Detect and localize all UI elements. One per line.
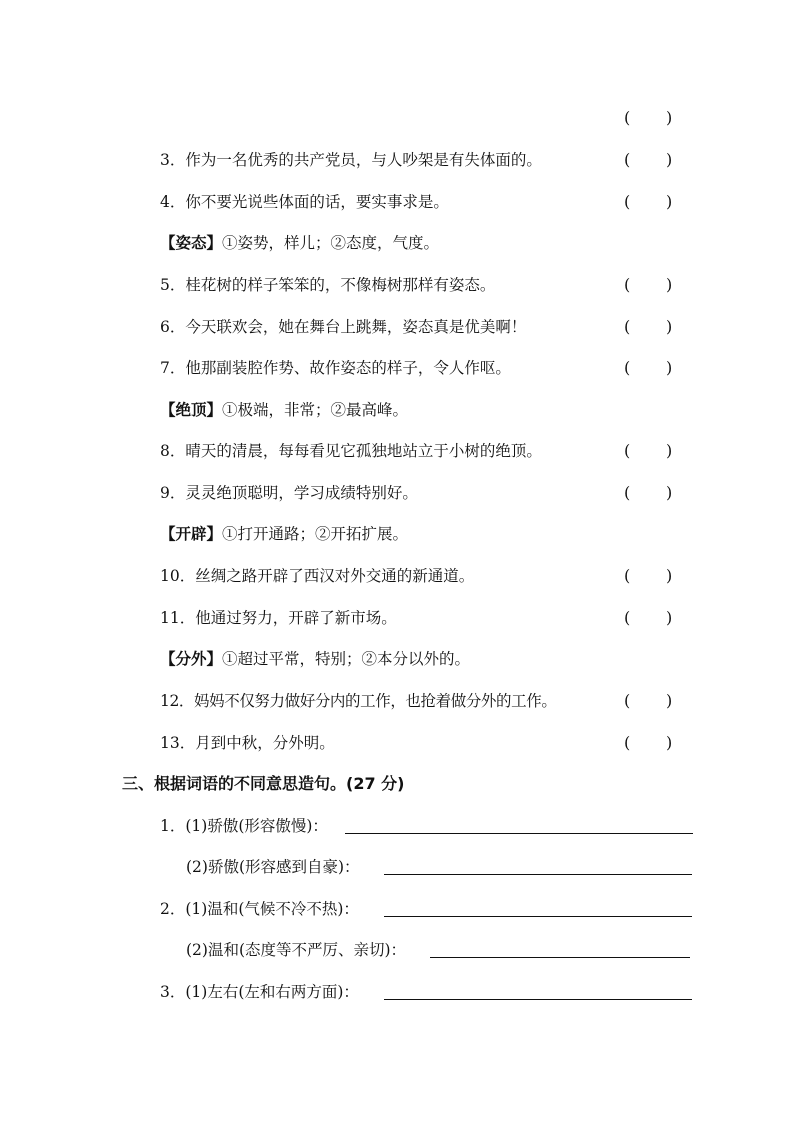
question-13: 13．月到中秋，分外明。 — [160, 734, 335, 752]
question-11: 11．他通过努力，开辟了新市场。 — [160, 609, 397, 627]
question-6: 6．今天联欢会，她在舞台上跳舞，姿态真是优美啊！ — [160, 318, 527, 336]
definition-meaning: ①超过平常，特别；②本分以外的。 — [222, 650, 471, 668]
question-4: 4．你不要光说些体面的话，要实事求是。 — [160, 193, 449, 211]
question-10: 10．丝绸之路开辟了西汉对外交通的新通道。 — [160, 567, 475, 585]
sentence-2-1-label: 2．(1)温和(气候不冷不热)： — [160, 900, 359, 918]
sentence-1-2-blank[interactable] — [384, 874, 692, 875]
sentence-1-2-label: (2)骄傲(形容感到自豪)： — [186, 858, 360, 876]
definition-kaipi — [160, 524, 408, 544]
definition-term: 【姿态】 — [160, 234, 223, 252]
definition-meaning: ①打开通路；②开拓扩展。 — [222, 525, 409, 543]
definition-meaning: ①极端，非常；②最高峰。 — [222, 401, 409, 419]
sentence-1-1-blank[interactable] — [345, 833, 693, 834]
sentence-1-1-label: 1．(1)骄傲(形容傲慢)： — [160, 817, 328, 835]
question-9: 9．灵灵绝顶聪明，学习成绩特别好。 — [160, 484, 418, 502]
definition-term: 【绝顶】 — [160, 401, 223, 419]
sentence-2-1-blank[interactable] — [384, 916, 692, 917]
question-3: 3．作为一名优秀的共产党员，与人吵架是有失体面的。 — [160, 151, 542, 169]
sentence-3-1-label: 3．(1)左右(左和右两方面)： — [160, 983, 359, 1001]
worksheet-page: ( ) 3．作为一名优秀的共产党员，与人吵架是有失体面的。 ( ) 4．你不要光说些体面的话，要实事求是。 ( ) 【姿态】①姿势，样儿；②态度，气度。 5．桂花树的样子笨笨的，不像梅树那样有姿态。 ( ) 6．今天联欢会，她在舞台上跳舞，姿态真是优美啊！ ( ) 7．他那副装腔作势、故作姿态的样子，令人作呕。 ( ) 【绝顶】①极端，非常；②最高峰。 8．晴天的清晨，每每看见它孤独地站立于小树的绝顶。 ( ) 9．灵灵绝顶聪明，学习成绩特别好。 ( ) 【开辟】①打开通路；②开拓扩展。 10．丝绸之路开辟了西汉对外交通的新通道。 ( ) 11．他通过努力，开辟了新市场。 ( ) 【分外】①超过平常，特别；②本分以外的。 12．妈妈不仅努力做好分内的工作，也抢着做分外的工作。 ( ) 13．月到中秋，分外明。 ( ) 三、根据词语的不同意思造句。(27 分) 1．(1)骄傲(形容傲慢)： (2)骄傲(形容感到自豪)： 2．(1)温和(气候不冷不热)： (2)温和(态度等不严厉、亲切)： 3．(1)左右(左和右两方面)： — [0, 0, 794, 1123]
sentence-2-2-blank[interactable] — [430, 957, 690, 958]
definition-term: 【开辟】 — [160, 525, 223, 543]
sentence-2-2-label: (2)温和(态度等不严厉、亲切)： — [186, 941, 407, 959]
definition-term: 【分外】 — [160, 650, 223, 668]
definition-meaning: ①姿势，样儿；②态度，气度。 — [222, 234, 440, 252]
definition-fenwai — [160, 649, 470, 669]
question-7: 7．他那副装腔作势、故作姿态的样子，令人作呕。 — [160, 359, 511, 377]
question-5: 5．桂花树的样子笨笨的，不像梅树那样有姿态。 — [160, 276, 496, 294]
sentence-3-1-blank[interactable] — [384, 999, 692, 1000]
question-12: 12．妈妈不仅努力做好分内的工作，也抢着做分外的工作。 — [160, 692, 557, 710]
section-3-title: 三、根据词语的不同意思造句。(27 分) — [122, 774, 405, 793]
question-8: 8．晴天的清晨，每每看见它孤独地站立于小树的绝顶。 — [160, 442, 542, 460]
definition-zitai — [160, 233, 439, 253]
definition-jueding — [160, 400, 408, 420]
